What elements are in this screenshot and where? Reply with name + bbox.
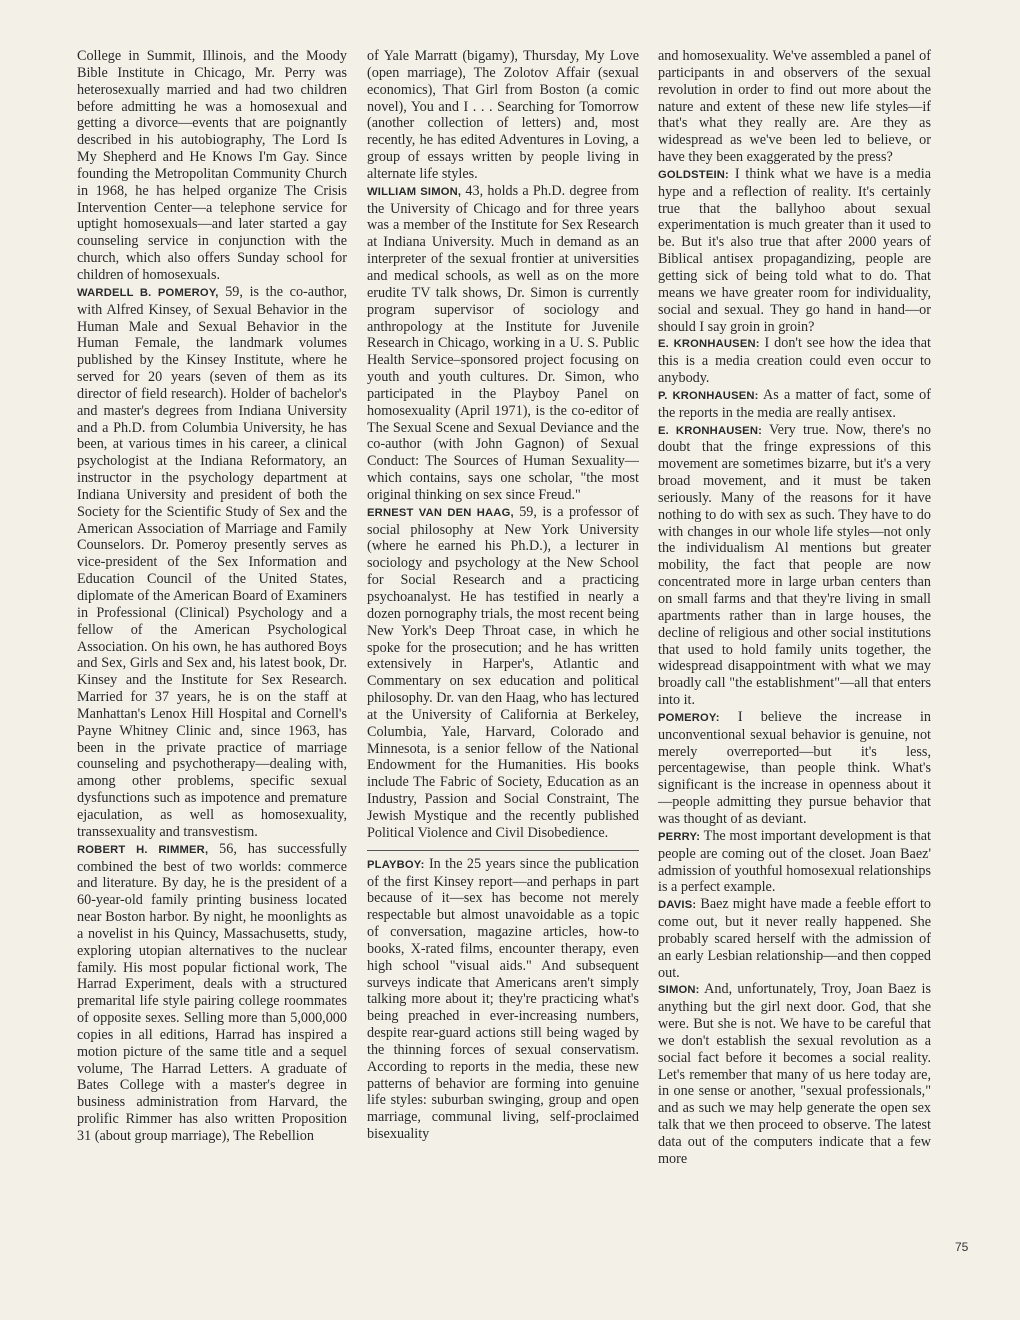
speaker-name: PERRY:	[658, 830, 701, 843]
dialogue-turn	[658, 896, 931, 981]
speaker-name: GOLDSTEIN:	[658, 168, 729, 181]
speaker-name: WARDELL B. POMEROY,	[77, 286, 219, 299]
dialogue-turn	[658, 387, 931, 422]
speaker-name: E. KRONHAUSEN:	[658, 338, 760, 351]
page-number: 75	[955, 1240, 969, 1254]
speaker-name: E. KRONHAUSEN:	[658, 424, 763, 437]
dialogue-text: I think what we have is a media hype and a reflection of reality. It's certainly true that the ballyhoo about sexual experimentation is much greater than it used to be. But it's also true that after 2000 years of Biblical antisex propagandizing, people are getting sick of being told what to do. That means we have greater room for individuality, social and sexual. They go hand in hand—or should I say groin in groin?	[658, 165, 931, 335]
dialogue-text: And, unfortunately, Troy, Joan Baez is anything but the girl next door. God, that she were. But she is not. We have to be careful that we don't establish the sexual revolution as a social fact before it becomes a social reality. Let's remember that many of us here today are, in one sense or another, "sexual professionals," and as such we may help generate the open sex talk that we then proceed to observe. The latest data out of the computers indicate that a few more	[658, 981, 931, 1167]
speaker-name: ERNEST VAN DEN HAAG,	[367, 506, 514, 519]
playboy-question-continued: and homosexuality. We've assembled a panel of participants in and observers of the sexual revolution in order to find out more about the nature and extent of these new life styles—if that's what they really are. Are they as widespread as we've been led to believe, or have they been exaggerated by the press?	[658, 48, 931, 166]
text-column-2	[367, 48, 639, 1143]
bio-pomeroy	[77, 284, 347, 841]
dialogue-turn	[658, 422, 931, 709]
bio-perry-continued: College in Summit, Illinois, and the Moody Bible Institute in Chicago, Mr. Perry was heterosexually married and had two children before admitting he was a homosexual and getting a divorce—events that are poignantly described in his autobiography, The Lord Is My Shepherd and He Knows I'm Gay. Since founding the Metropolitan Community Church in 1968, he has helped organize The Crisis Intervention Center—a telephone service for uptight homosexuals—and later started a gay counseling service in conjunction with the church, which also offers Sunday school for children of homosexuals.	[77, 48, 347, 283]
dialogue-turn	[658, 335, 931, 387]
bio-text: 56, has successfully combined the best of two worlds: commerce and literature. By day, he is the president of a 60-year-old family printing business located near Boston harbor. By night, he moonlights as a novelist in his Quincy, Massachusetts, study, exploring utopian alternatives to the nuclear family. His most popular fictional work, The Harrad Experiment, deals with a structured premarital life style pairing college roommates of opposite sexes. Selling more than 5,000,000 copies in all editions, Harrad has inspired a motion picture of the same title and a sequel volume, The Harrad Letters. A graduate of Bates College with a master's degree in business administration from Harvard, the prolific Rimmer has also written Proposition 31 (about group marriage), The Rebellion	[77, 840, 348, 1144]
bio-van-den-haag	[367, 504, 639, 842]
speaker-name: DAVIS:	[658, 899, 697, 912]
dialogue-turn	[658, 828, 931, 896]
bio-rimmer	[77, 841, 347, 1145]
dialogue-turn	[658, 981, 931, 1167]
speaker-name: WILLIAM SIMON,	[367, 185, 462, 198]
dialogue-text: Baez might have made a feeble effort to come out, but it never really happened. She probably scared herself with the admission of an early Lesbian relationship—and then copped out.	[658, 896, 931, 981]
bio-text: 59, is the co-author, with Alfred Kinsey, of Sexual Behavior in the Human Male and Sexual Behavior in the Human Female, the landmark volumes published by the Kinsey Institute, where he served for 20 years (seven of them as its director of field research). Holder of bachelor's and master's degrees from Indiana University and a Ph.D. from Columbia University, he has been, at various times in his career, a clinical psychologist at the Indiana Reformatory, an instructor in the psychology department at Indiana University and president of both the Society for the Scientific Study of Sex and the American Association of Marriage and Family Counselors. Dr. Pomeroy presently serves as vice-president of the Sex Information and Education Council of the United States, diplomate of the American Board of Examiners in Professional (Clinical) Psychology and a fellow of the American Psychological Association. On his own, he has authored Boys and Sex, Girls and Sex and, his latest book, Dr. Kinsey and the Institute for Sex Research. Married for 37 years, he is on the staff at Manhattan's Lenox Hill Hospital and Cornell's Payne Whitney Clinic and, since 1963, has been in the private practice of marriage counseling and psychotherapy—dealing with, among other problems, specific sexual dysfunctions such as impotence and premature ejaculation, as well as homosexuality, transsexuality and transvestism.	[77, 283, 347, 840]
dialogue-text: Very true. Now, there's no doubt that the fringe expressions of this movement are sometimes bizarre, but it's a very broad movement, and it must be taken seriously. Many of the reasons for it have nothing to do with sex as such. They have to do with changes in our whole life styles—not only the individualism Al mentions but greater mobility, the fact that people are now concentrated more in large urban centers than on small farms and that they're living in small apartments rather than in large houses, the decline of religious and other social institutions that used to hold family units together, the widespread disappointment with what we may broadly call "the establishment"—all that enters into it.	[658, 421, 932, 709]
text-column-1	[77, 48, 347, 1145]
speaker-name: POMEROY:	[658, 711, 720, 724]
speaker-name: PLAYBOY:	[367, 858, 425, 871]
speaker-name: SIMON:	[658, 984, 700, 997]
bio-text: 43, holds a Ph.D. degree from the University of Chicago and for three years was a member of the Institute for Sex Research at Indiana University. Much in demand as an interpreter of the sexual frontier at universities and medical schools, as well as on the more erudite TV talk shows, Dr. Simon is currently program supervisor of sociology and anthropology at the Institute for Juvenile Research in Chicago, working in a U. S. Public Health Service–sponsored project focusing on youth and youth cultures. Dr. Simon, who participated in the Playboy Panel on homosexuality (April 1971), is the co-editor of The Sexual Scene and Sexual Deviance and the co-author (with John Gagnon) of Sexual Conduct: The Sources of Human Sexuality—which contains, says one scholar, "the most original thinking on sex since Freud."	[367, 182, 639, 503]
speaker-name: P. KRONHAUSEN:	[658, 389, 759, 402]
bio-simon	[367, 183, 639, 504]
bio-rimmer-continued: of Yale Marratt (bigamy), Thursday, My Love (open marriage), The Zolotov Affair (sexual economics), That Girl from Boston (a comic novel), You and I . . . Searching for Tomorrow (another collection of letters) and, most recently, he has edited Adventures in Loving, a group of essays written by people living in alternate life styles.	[367, 48, 639, 182]
dialogue-text: The most important development is that people are coming out of the closet. Joan Baez' admission of youthful homosexual relationships is a perfect example.	[658, 827, 931, 896]
dialogue-text: I don't see how the idea that this is a media creation could even occur to anybody.	[658, 335, 931, 387]
dialogue-text: As a matter of fact, some of the reports in the media are really antisex.	[658, 386, 931, 421]
bio-text: 59, is a professor of social philosophy at New York University (where he earned his Ph.D.), a lecturer in sociology and psychology at the New School for Social Research and a practicing psychoanalyst. He has testified in nearly a dozen pornography trials, the most recent being New York's Deep Throat case, in which he spoke for the prosecution; and he has written extensively in Harper's, Atlantic and Commentary on sex education and political philosophy. Dr. van den Haag, who has lectured at the University of California at Berkeley, Columbia, Yale, Harvard, Colorado and Minnesota, is a senior fellow of the National Endowment for the Humanities. His books include The Fabric of Society, Education as an Industry, Passion and Social Constraint, The Jewish Mystique and the recently published Political Violence and Civil Disobedience.	[367, 503, 639, 841]
playboy-question	[367, 856, 639, 1143]
speaker-name: ROBERT H. RIMMER,	[77, 843, 209, 856]
section-divider	[367, 850, 639, 851]
dialogue-turn	[658, 709, 931, 828]
question-text: In the 25 years since the publication of the first Kinsey report—and perhaps in part because of it—sex has become not merely respectable but almost unavoidable as a topic of conversation, magazine articles, how-to books, X-rated films, encounter therapy, even high school "visual aids." And subsequent surveys indicate that Americans aren't simply talking more about it; they're practicing what's being preached in ever-increasing numbers, despite rear-guard actions still being waged by the thinning forces of sexual conservatism. According to reports in the media, these new patterns of behavior are forming into genuine life styles: suburban swinging, group and open marriage, communal living, self-proclaimed bisexuality	[367, 855, 639, 1143]
text-column-3	[658, 48, 931, 1168]
dialogue-turn	[658, 166, 931, 335]
dialogue-text: I believe the increase in unconventional sexual behavior is genuine, not merely overreported—but it's less, percentagewise, than people think. What's significant is the increase in openness about it—people admitting they pursue behavior that was thought of as deviant.	[658, 708, 931, 827]
